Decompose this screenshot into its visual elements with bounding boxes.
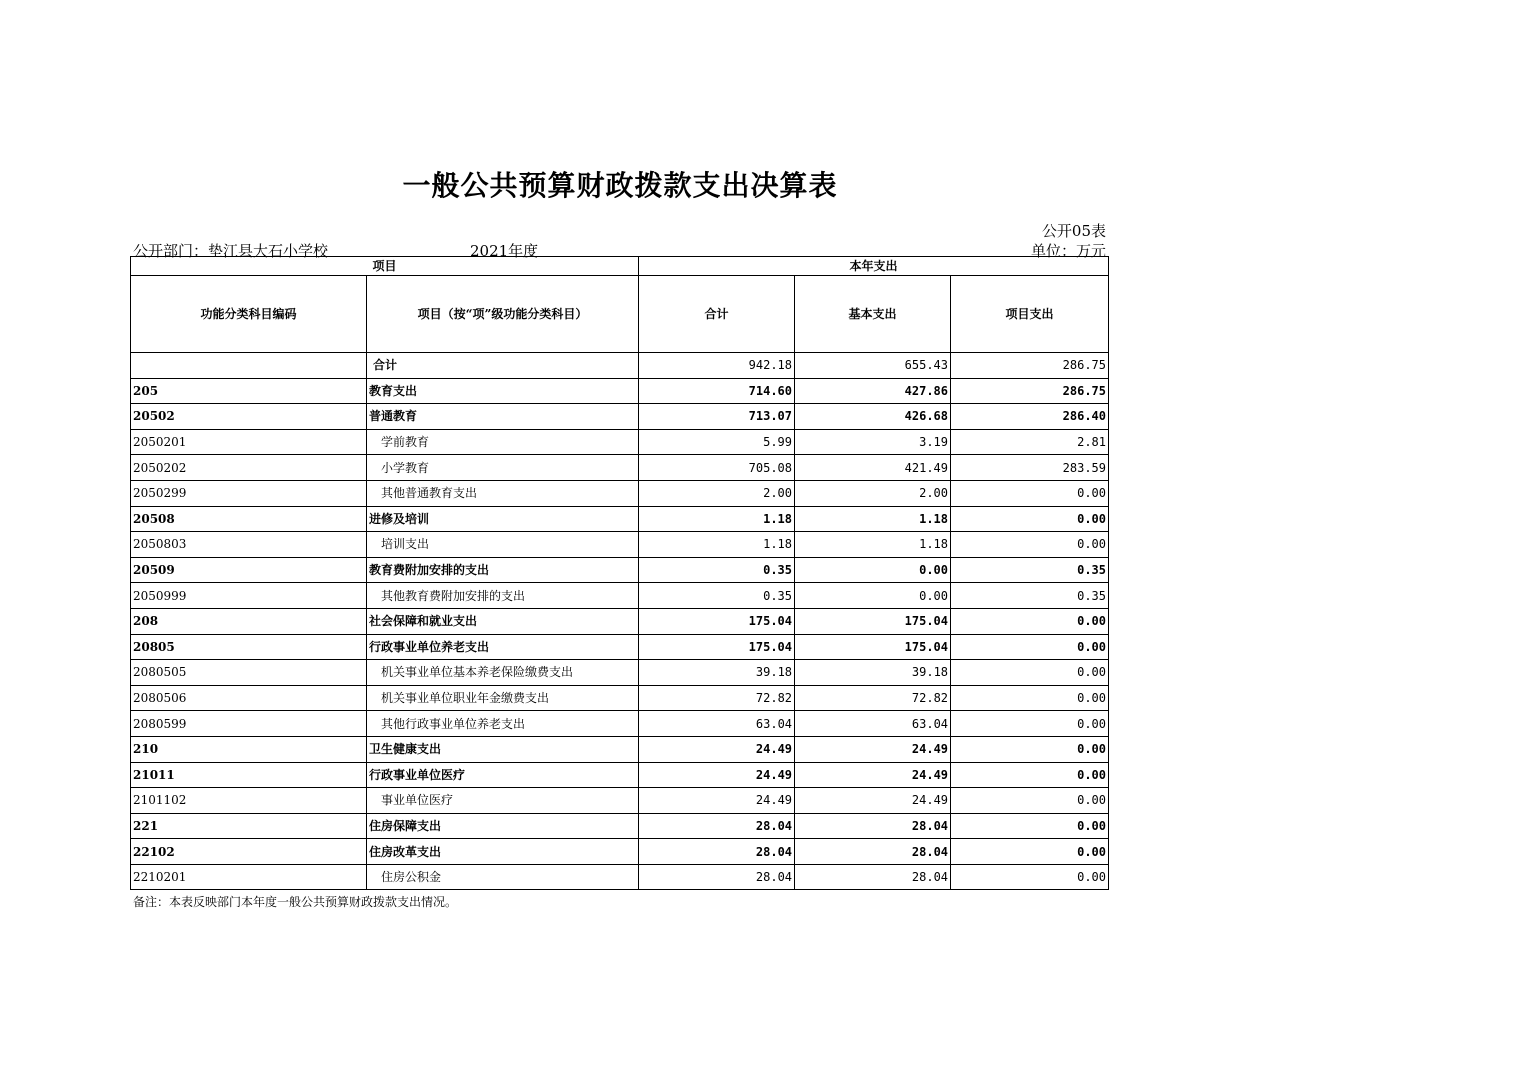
row-name: 学前教育 — [367, 429, 639, 455]
row-basic: 2.00 — [795, 480, 951, 506]
year-label: 2021年度 — [470, 242, 539, 260]
row-code: 2101102 — [131, 788, 367, 814]
row-program: 0.00 — [951, 685, 1109, 711]
row-code: 2080506 — [131, 685, 367, 711]
table-row — [131, 634, 1109, 660]
row-basic: 175.04 — [795, 634, 951, 660]
row-name: 教育支出 — [367, 378, 639, 404]
table-row — [131, 660, 1109, 686]
row-total: 2.00 — [639, 480, 795, 506]
expenditure-table — [130, 256, 1109, 890]
table-row — [131, 404, 1109, 430]
form-number: 公开05表 — [1041, 222, 1106, 240]
header-basic: 基本支出 — [795, 276, 951, 353]
row-code: 2050803 — [131, 532, 367, 558]
row-program: 286.75 — [951, 378, 1109, 404]
row-total: 28.04 — [639, 839, 795, 865]
row-total: 0.35 — [639, 557, 795, 583]
table-row — [131, 788, 1109, 814]
row-code: 2080505 — [131, 660, 367, 686]
row-name: 进修及培训 — [367, 506, 639, 532]
row-code: 2080599 — [131, 711, 367, 737]
table-row — [131, 685, 1109, 711]
total-total: 942.18 — [639, 353, 795, 379]
table-row — [131, 762, 1109, 788]
table-row — [131, 813, 1109, 839]
row-name: 其他教育费附加安排的支出 — [367, 583, 639, 609]
total-basic: 655.43 — [795, 353, 951, 379]
row-basic: 421.49 — [795, 455, 951, 481]
row-program: 283.59 — [951, 455, 1109, 481]
row-basic: 24.49 — [795, 736, 951, 762]
row-program: 2.81 — [951, 429, 1109, 455]
table-row — [131, 736, 1109, 762]
row-basic: 0.00 — [795, 583, 951, 609]
row-name: 其他行政事业单位养老支出 — [367, 711, 639, 737]
row-name: 住房保障支出 — [367, 813, 639, 839]
row-program: 0.00 — [951, 813, 1109, 839]
row-program: 0.00 — [951, 532, 1109, 558]
row-basic: 39.18 — [795, 660, 951, 686]
table-row — [131, 532, 1109, 558]
row-total: 705.08 — [639, 455, 795, 481]
row-basic: 28.04 — [795, 864, 951, 890]
row-total: 0.35 — [639, 583, 795, 609]
row-basic: 72.82 — [795, 685, 951, 711]
row-total: 72.82 — [639, 685, 795, 711]
unit-label: 单位：万元 — [1030, 242, 1106, 260]
row-total: 39.18 — [639, 660, 795, 686]
row-code: 2210201 — [131, 864, 367, 890]
total-row — [131, 353, 1109, 379]
table-row — [131, 480, 1109, 506]
row-total: 1.18 — [639, 506, 795, 532]
row-total: 1.18 — [639, 532, 795, 558]
table-row — [131, 608, 1109, 634]
header-project: 项目 — [131, 257, 639, 276]
row-basic: 24.49 — [795, 762, 951, 788]
row-program: 0.00 — [951, 788, 1109, 814]
row-program: 0.00 — [951, 711, 1109, 737]
row-total: 5.99 — [639, 429, 795, 455]
row-program: 0.00 — [951, 762, 1109, 788]
row-program: 0.00 — [951, 660, 1109, 686]
header-this-year: 本年支出 — [639, 257, 1109, 276]
row-name: 机关事业单位基本养老保险缴费支出 — [367, 660, 639, 686]
department-label: 公开部门：垫江县大石小学校 — [133, 242, 329, 260]
row-code: 208 — [131, 608, 367, 634]
table-row — [131, 378, 1109, 404]
row-total: 63.04 — [639, 711, 795, 737]
row-code: 210 — [131, 736, 367, 762]
row-name: 小学教育 — [367, 455, 639, 481]
row-code: 20509 — [131, 557, 367, 583]
row-basic: 426.68 — [795, 404, 951, 430]
row-program: 0.00 — [951, 864, 1109, 890]
row-basic: 3.19 — [795, 429, 951, 455]
header-name: 项目（按“项”级功能分类科目） — [367, 276, 639, 353]
row-total: 28.04 — [639, 813, 795, 839]
row-total: 24.49 — [639, 736, 795, 762]
row-program: 0.00 — [951, 608, 1109, 634]
row-basic: 28.04 — [795, 813, 951, 839]
row-code: 205 — [131, 378, 367, 404]
row-code: 20805 — [131, 634, 367, 660]
row-total: 28.04 — [639, 864, 795, 890]
row-basic: 63.04 — [795, 711, 951, 737]
row-name: 住房改革支出 — [367, 839, 639, 865]
row-program: 0.35 — [951, 557, 1109, 583]
row-basic: 427.86 — [795, 378, 951, 404]
table-row — [131, 506, 1109, 532]
row-program: 0.00 — [951, 506, 1109, 532]
row-name: 教育费附加安排的支出 — [367, 557, 639, 583]
row-basic: 1.18 — [795, 532, 951, 558]
row-code: 2050299 — [131, 480, 367, 506]
row-code: 21011 — [131, 762, 367, 788]
row-code: 2050202 — [131, 455, 367, 481]
total-program: 286.75 — [951, 353, 1109, 379]
row-total: 24.49 — [639, 762, 795, 788]
table-row — [131, 455, 1109, 481]
row-code: 2050201 — [131, 429, 367, 455]
row-program: 0.00 — [951, 736, 1109, 762]
header-program: 项目支出 — [951, 276, 1109, 353]
footnote: 备注：本表反映部门本年度一般公共预算财政拨款支出情况。 — [133, 895, 458, 909]
row-basic: 0.00 — [795, 557, 951, 583]
row-code: 20508 — [131, 506, 367, 532]
header-row-columns — [131, 276, 1109, 353]
row-name: 普通教育 — [367, 404, 639, 430]
table-row — [131, 583, 1109, 609]
table-row — [131, 864, 1109, 890]
row-program: 0.00 — [951, 634, 1109, 660]
row-basic: 28.04 — [795, 839, 951, 865]
header-total: 合计 — [639, 276, 795, 353]
table-row — [131, 711, 1109, 737]
row-name: 行政事业单位养老支出 — [367, 634, 639, 660]
row-code: 2050999 — [131, 583, 367, 609]
row-code: 221 — [131, 813, 367, 839]
row-basic: 1.18 — [795, 506, 951, 532]
total-code — [131, 353, 367, 379]
row-program: 286.40 — [951, 404, 1109, 430]
page-title: 一般公共预算财政拨款支出决算表 — [402, 169, 838, 202]
table-row — [131, 557, 1109, 583]
row-total: 175.04 — [639, 634, 795, 660]
row-name: 机关事业单位职业年金缴费支出 — [367, 685, 639, 711]
header-row-group — [131, 257, 1109, 276]
row-name: 培训支出 — [367, 532, 639, 558]
row-program: 0.35 — [951, 583, 1109, 609]
row-name: 行政事业单位医疗 — [367, 762, 639, 788]
row-total: 714.60 — [639, 378, 795, 404]
table-row — [131, 429, 1109, 455]
table-row — [131, 839, 1109, 865]
total-name: 合计 — [367, 353, 639, 379]
row-program: 0.00 — [951, 480, 1109, 506]
row-total: 713.07 — [639, 404, 795, 430]
row-basic: 175.04 — [795, 608, 951, 634]
row-code: 22102 — [131, 839, 367, 865]
row-program: 0.00 — [951, 839, 1109, 865]
row-name: 住房公积金 — [367, 864, 639, 890]
header-code: 功能分类科目编码 — [131, 276, 367, 353]
row-name: 其他普通教育支出 — [367, 480, 639, 506]
row-name: 卫生健康支出 — [367, 736, 639, 762]
row-name: 社会保障和就业支出 — [367, 608, 639, 634]
row-basic: 24.49 — [795, 788, 951, 814]
row-total: 24.49 — [639, 788, 795, 814]
row-code: 20502 — [131, 404, 367, 430]
row-total: 175.04 — [639, 608, 795, 634]
row-name: 事业单位医疗 — [367, 788, 639, 814]
